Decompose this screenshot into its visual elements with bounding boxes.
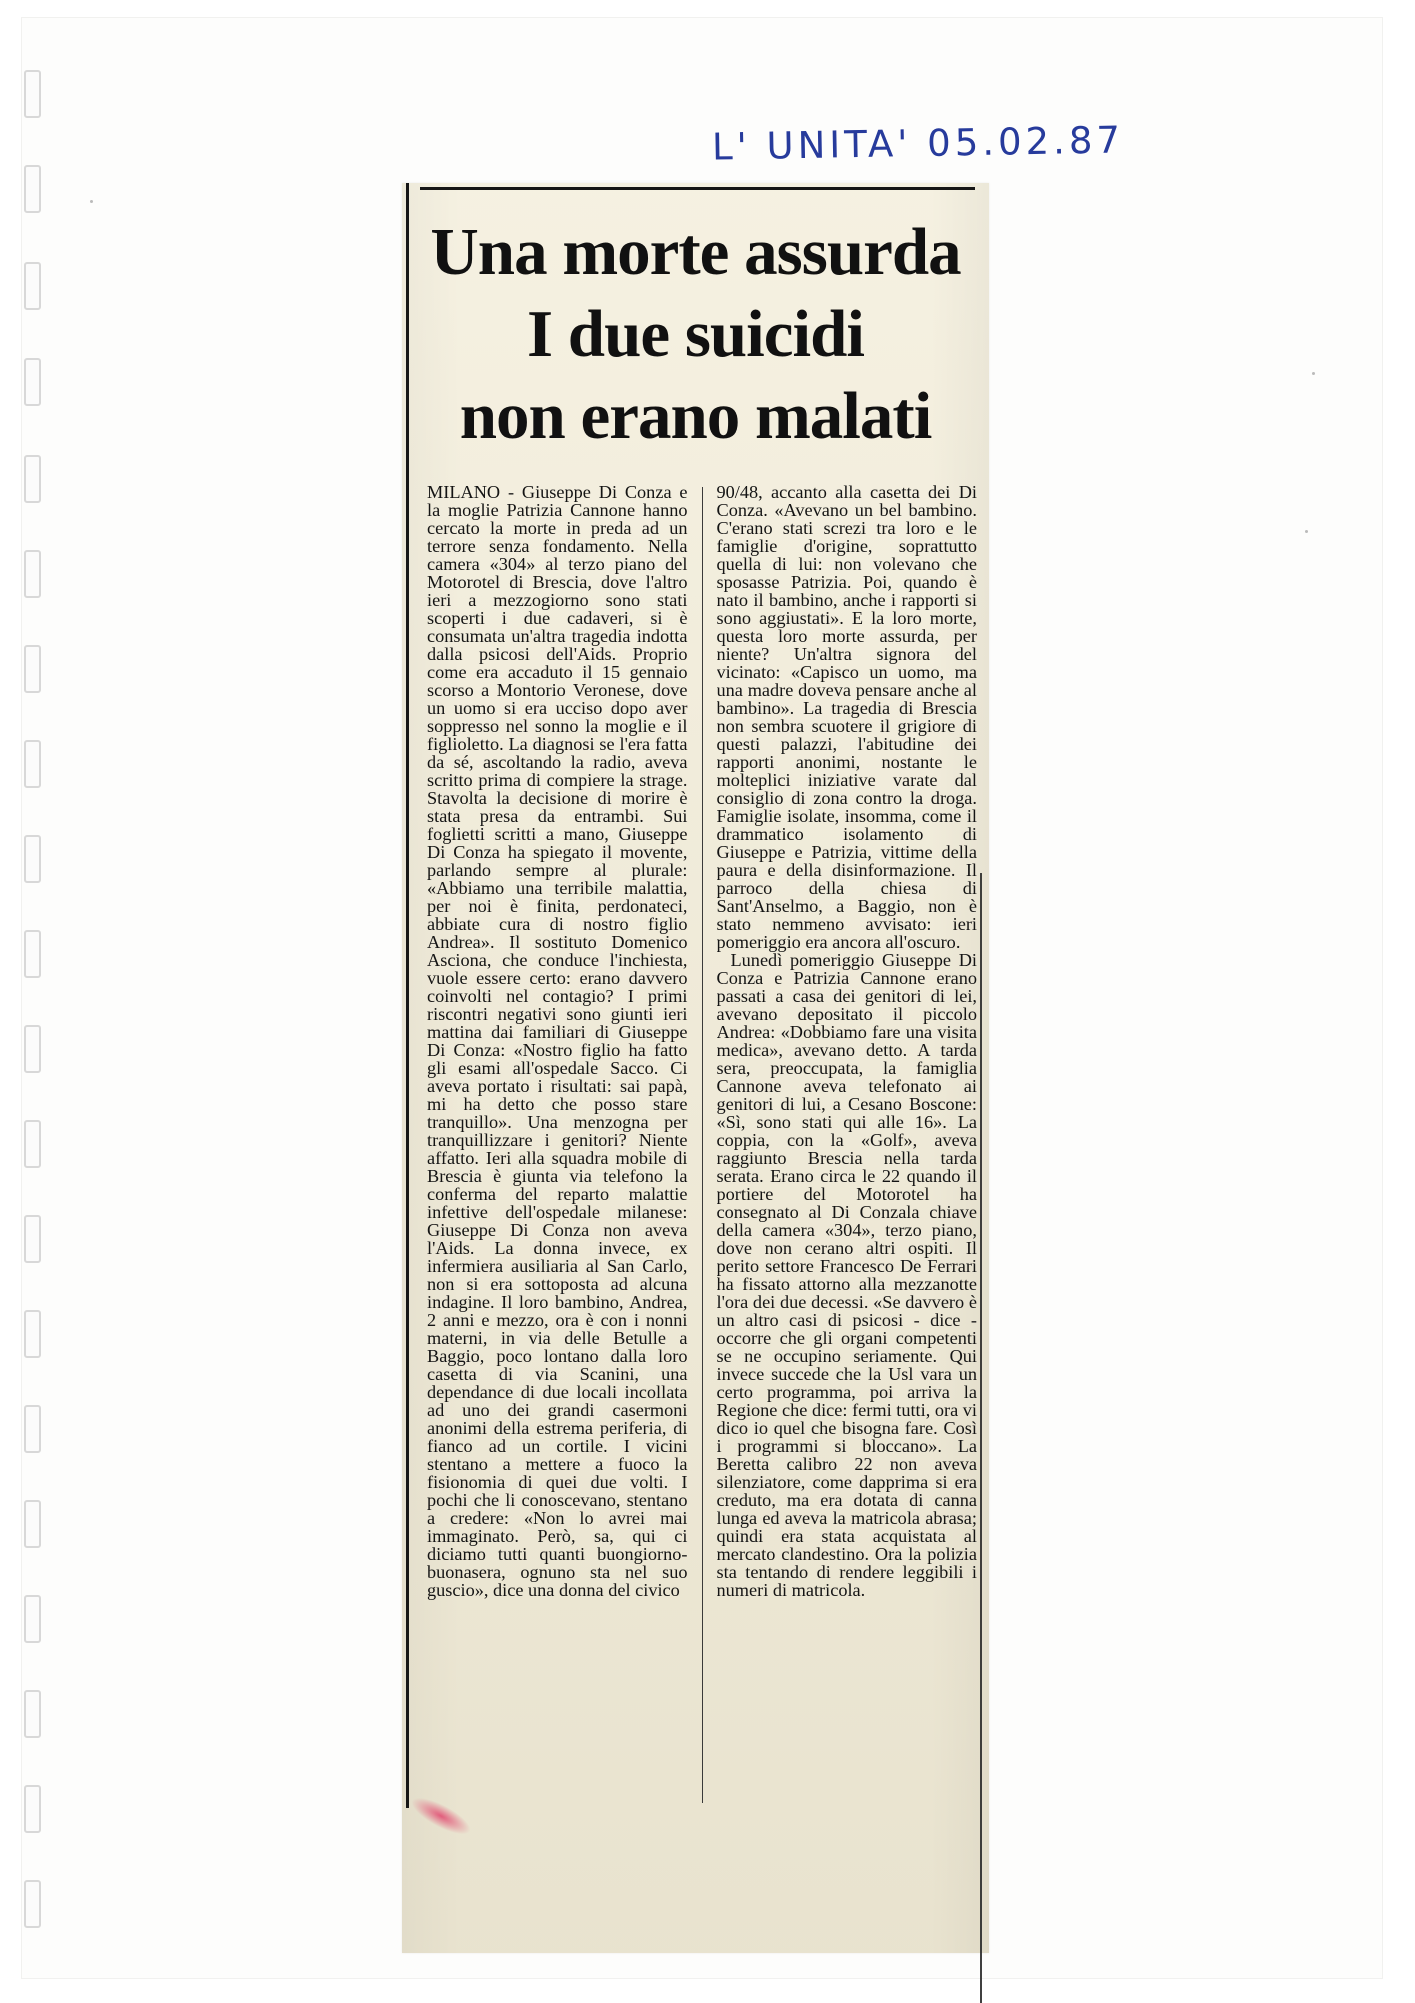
newspaper-clipping bbox=[402, 183, 989, 1953]
binder-hole bbox=[24, 1595, 41, 1643]
binder-hole bbox=[24, 740, 41, 788]
top-rule bbox=[420, 187, 975, 190]
article-body bbox=[427, 483, 977, 1803]
headline-line: Una morte assurda bbox=[430, 215, 961, 289]
article-column-1 bbox=[427, 483, 688, 1803]
binder-hole bbox=[24, 70, 41, 118]
scan-speck bbox=[1305, 530, 1308, 533]
scan-speck bbox=[90, 200, 93, 203]
binder-hole bbox=[24, 1025, 41, 1073]
handwritten-source-date: L' UNITA' 05.02.87 bbox=[711, 118, 1125, 169]
binder-hole bbox=[24, 1310, 41, 1358]
paragraph: Lunedì pomeriggio Giuseppe Di Conza e Patrizia Cannone erano passati a casa dei genitori di lei, avevano depositato il piccolo Andrea: «Dobbiamo fare una visita medica», avevano detto. A tarda sera, preoccupata, la famiglia Cannone aveva telefonato ai genitori di lui, a Cesano Boscone: «Sì, sono stati qui alle 16». La coppia, con la «Golf», aveva raggiunto Brescia nella tarda serata. Erano circa le 22 quando il portiere del Motorotel ha consegnato al Di Conzala chiave della camera «304», terzo piano, dove non cerano altri ospiti. Il perito settore Francesco De Ferrari ha fissato attorno alla mezzanotte l'ora dei due decessi. «Se davvero è un altro casi di psicosi - dice - occorre che gli organi competenti se ne occupino seriamente. Qui invece succede che la Usl vara un certo programma, poi arriva la Regione che dice: fermi tutti, ora vi dico io quel che bisogna fare. Così i programmi si bloccano». La Beretta calibro 22 non aveva silenziatore, come dapprima si era creduto, ma era dotata di canna lunga ed aveva la matricola abrasa; quindi era stata acquistata al mercato clandestino. Ora la polizia sta tentando di rendere leggibili i numeri di matricola. bbox=[716, 950, 977, 1600]
headline-line: I due suicidi bbox=[526, 297, 865, 371]
binder-hole bbox=[24, 1215, 41, 1263]
binder-hole bbox=[24, 165, 41, 213]
binder-hole bbox=[24, 1405, 41, 1453]
article-column-2 bbox=[717, 483, 978, 1803]
binder-hole bbox=[24, 1500, 41, 1548]
binder-hole bbox=[24, 455, 41, 503]
binder-hole bbox=[24, 930, 41, 978]
binder-hole bbox=[24, 1880, 41, 1928]
paragraph: 90/48, accanto alla casetta dei Di Conza. «Avevano un bel bambino. C'erano stati screzi tra loro e le famiglie d'origine, soprattutto quella di lui: non volevano che sposasse Patrizia. Poi, quando è nato il bambino, anche i rapporti si sono aggiustati». E la loro morte, questa loro morte assurda, per niente? Un'altra signora del vicinato: «Capisco un uomo, ma una madre doveva pensare anche al bambino». La tragedia di Brescia non sembra scuotere il grigiore di questi palazzi, l'abitudine dei rapporti anonimi, nostante le molteplici iniziative varate dal consiglio di zona contro la droga. Famiglie isolate, insomma, come il drammatico isolamento di Giuseppe e Patrizia, vittime della paura e della disinformazione. Il parroco della chiesa di Sant'Anselmo, a Baggio, non è stato nemmeno avvisato: ieri pomeriggio era ancora all'oscuro. bbox=[716, 483, 977, 952]
column-divider bbox=[702, 487, 703, 1803]
binder-hole bbox=[24, 835, 41, 883]
binder-hole bbox=[24, 358, 41, 406]
binder-hole bbox=[24, 550, 41, 598]
headline-line: non erano malati bbox=[459, 379, 932, 453]
headline bbox=[402, 211, 989, 457]
binder-hole bbox=[24, 1120, 41, 1168]
binder-hole bbox=[24, 1785, 41, 1833]
binder-hole bbox=[24, 645, 41, 693]
scan-speck bbox=[1312, 372, 1315, 375]
paragraph: MILANO - Giuseppe Di Conza e la moglie Patrizia Cannone hanno cercato la morte in preda ad un terrore senza fondamento. Nella camera «304» al terzo piano del Motorotel di Brescia, dove l'altro ieri a mezzogiorno sono stati scoperti i due cadaveri, si è consumata un'altra tragedia indotta dalla psicosi dell'Aids. Proprio come era accaduto il 15 gennaio scorso a Montorio Veronese, dove un uomo si era ucciso dopo aver soppresso nel sonno la moglie e il figlioletto. La diagnosi se l'era fatta da sé, ascoltando la radio, aveva scritto prima di compiere la strage. Stavolta la decisione di morire è stata presa da entrambi. Sui foglietti scritti a mano, Giuseppe Di Conza ha spiegato il movente, parlando sempre al plurale: «Abbiamo una terribile malattia, per noi è finita, perdonateci, abbiate cura di nostro figlio Andrea». Il sostituto Domenico Asciona, che conduce l'inchiesta, vuole essere certo: erano davvero coinvolti nel contagio? I primi riscontri negativi sono giunti ieri mattina dai familiari di Giuseppe Di Conza: «Nostro figlio ha fatto gli esami all'ospedale Sacco. Ci aveva portato i risultati: sai papà, mi ha detto che posso stare tranquillo». Una menzogna per tranquillizzare i genitori? Niente affatto. Ieri alla squadra mobile di Brescia è giunta via telefono la conferma del reparto malattie infettive dell'ospedale milanese: Giuseppe Di Conza non aveva l'Aids. La donna invece, ex infermiera ausiliaria al San Carlo, non si era sottoposta ad alcuna indagine. Il loro bambino, Andrea, 2 anni e mezzo, ora è con i nonni materni, in via delle Betulle a Baggio, poco lontano dalla loro casetta di via Scanini, una dependance di due locali incollata ad uno dei grandi casermoni anonimi della estrema periferia, di fianco ad un cortile. I vicini stentano a mettere a fuoco la fisionomia di quei due volti. I pochi che li conoscevano, stentano a credere: «Non lo avrei mai immaginato. Però, sa, qui ci diciamo tutti quanti buongiorno-buonasera, ognuno sta nel suo guscio», dice una donna del civico bbox=[427, 483, 688, 1600]
binder-hole bbox=[24, 1690, 41, 1738]
right-rule bbox=[980, 873, 982, 2003]
binder-hole bbox=[24, 262, 41, 310]
